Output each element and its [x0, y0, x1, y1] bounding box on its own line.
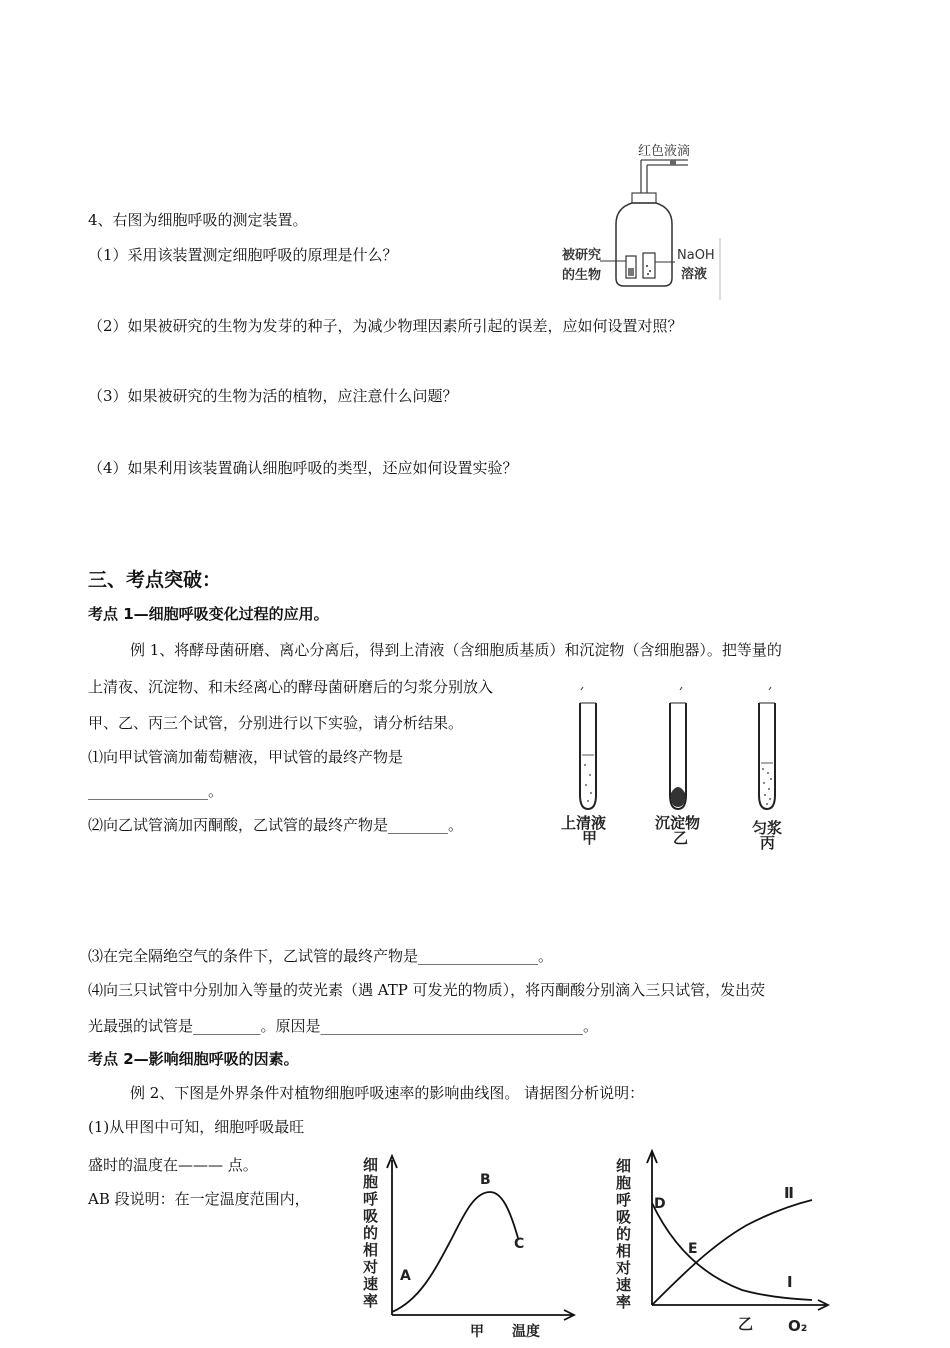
graph1-xlabel: 温度 [512, 1324, 540, 1340]
q4-title: 4、右图为细胞呼吸的测定装置。 [88, 211, 308, 229]
key-point-2: 考点 2—影响细胞呼吸的因素。 [88, 1050, 299, 1068]
example-1-line-3: 甲、乙、丙三个试管，分别进行以下实验，请分析结果。 [88, 714, 464, 732]
graph2-curve-1-label: Ⅰ [787, 1273, 793, 1291]
temperature-graph [360, 1150, 580, 1344]
graph1-ylabel-8: 率 [363, 1292, 379, 1310]
example-2-question-1c: AB 段说明：在一定温度范围内， [88, 1190, 310, 1208]
example-1-question-4a: ⑷向三只试管中分别加入等量的荧光素（遇 ATP 可发光的物质），将丙酮酸分别滴入三只试管，发出荧 [88, 981, 766, 999]
tube-3-name: 匀浆 [752, 819, 783, 837]
apparatus-right-label-1: NaOH [677, 248, 715, 263]
graph1-xmark: 甲 [470, 1324, 484, 1340]
graph2-curve-2-label: Ⅱ [784, 1184, 794, 1202]
graph1-ylabel-2: 呼 [363, 1190, 379, 1208]
graph2-ylabel-6: 对 [616, 1259, 632, 1277]
example-1-line-2: 上清夜、沉淀物、和未经离心的酵母菌研磨后的匀浆分别放入 [88, 678, 494, 696]
example-2-question-1b: 盛时的温度在——— 点。 [88, 1156, 258, 1174]
tube-2-name: 沉淀物 [655, 814, 701, 832]
apparatus-right-label-2: 溶液 [681, 267, 708, 282]
apparatus-left-label-1: 被研究 [562, 248, 602, 263]
q4-part-3: （3）如果被研究的生物为活的植物，应注意什么问题？ [88, 387, 458, 405]
graph2-point-e: E [688, 1241, 698, 1257]
graph2-ylabel-4: 的 [616, 1225, 632, 1243]
graph1-ylabel-6: 对 [363, 1258, 379, 1276]
apparatus-top-label: 红色液滴 [638, 144, 691, 159]
q4-part-2: （2）如果被研究的生物为发芽的种子，为减少物理因素所引起的误差，应如何设置对照？ [88, 317, 683, 335]
graph1-point-c: C [514, 1236, 525, 1252]
graph2-point-d: D [654, 1196, 666, 1212]
graph2-ylabel-8: 率 [616, 1293, 632, 1311]
example-1-question-1-blank: ________________。 [88, 782, 224, 800]
graph1-ylabel-7: 速 [363, 1275, 379, 1293]
section-heading: 三、考点突破： [88, 569, 222, 591]
graph2-ylabel-7: 速 [616, 1276, 632, 1294]
q4-part-4: （4）如果利用该装置确认细胞呼吸的类型，还应如何设置实验？ [88, 459, 518, 477]
tube-3-sub: 丙 [760, 834, 776, 852]
key-point-1: 考点 1—细胞呼吸变化过程的应用。 [88, 605, 329, 623]
example-2-line-1: 例 2、下图是外界条件对植物细胞呼吸速率的影响曲线图。 请据图分析说明： [130, 1084, 645, 1102]
apparatus-left-label-2: 的生物 [562, 268, 602, 283]
tube-1-sub: 甲 [582, 829, 598, 847]
example-1-question-1: ⑴向甲试管滴加葡萄糖液，甲试管的最终产物是 [88, 748, 404, 766]
graph1-ylabel-0: 细 [363, 1156, 379, 1174]
example-2-question-1: (1)从甲图中可知，细胞呼吸最旺 [88, 1118, 305, 1136]
q4-part-1: （1）采用该装置测定细胞呼吸的原理是什么？ [88, 246, 398, 264]
graph2-xlabel: O₂ [788, 1317, 808, 1335]
example-1-question-2: ⑵向乙试管滴加丙酮酸，乙试管的最终产物是________。 [88, 816, 464, 834]
graph2-ylabel-1: 胞 [616, 1174, 632, 1192]
graph2-xmark: 乙 [738, 1315, 754, 1333]
graph2-ylabel-2: 呼 [616, 1191, 632, 1209]
tube-1-name: 上清液 [561, 814, 607, 832]
respiration-apparatus-figure [560, 138, 730, 303]
graph1-ylabel-5: 相 [363, 1241, 379, 1259]
graph1-ylabel-3: 吸 [363, 1207, 379, 1225]
graph1-point-b: B [480, 1172, 491, 1188]
oxygen-graph [612, 1145, 832, 1344]
graph1-ylabel-1: 胞 [363, 1173, 379, 1191]
example-1-question-4b: 光最强的试管是_________。原因是___________________________________。 [88, 1017, 599, 1035]
graph2-ylabel-5: 相 [616, 1242, 632, 1260]
graph2-ylabel-3: 吸 [616, 1208, 632, 1226]
example-1-line-1: 例 1、将酵母菌研磨、离心分离后，得到上清液（含细胞质基质）和沉淀物（含细胞器）。把等量的 [130, 641, 782, 659]
graph2-ylabel-0: 细 [616, 1157, 632, 1175]
graph1-point-a: A [400, 1268, 411, 1284]
example-1-question-3: ⑶在完全隔绝空气的条件下，乙试管的最终产物是________________。 [88, 947, 554, 965]
graph1-ylabel-4: 的 [363, 1224, 379, 1242]
test-tubes-figure [555, 685, 805, 855]
tube-2-sub: 乙 [673, 829, 689, 847]
